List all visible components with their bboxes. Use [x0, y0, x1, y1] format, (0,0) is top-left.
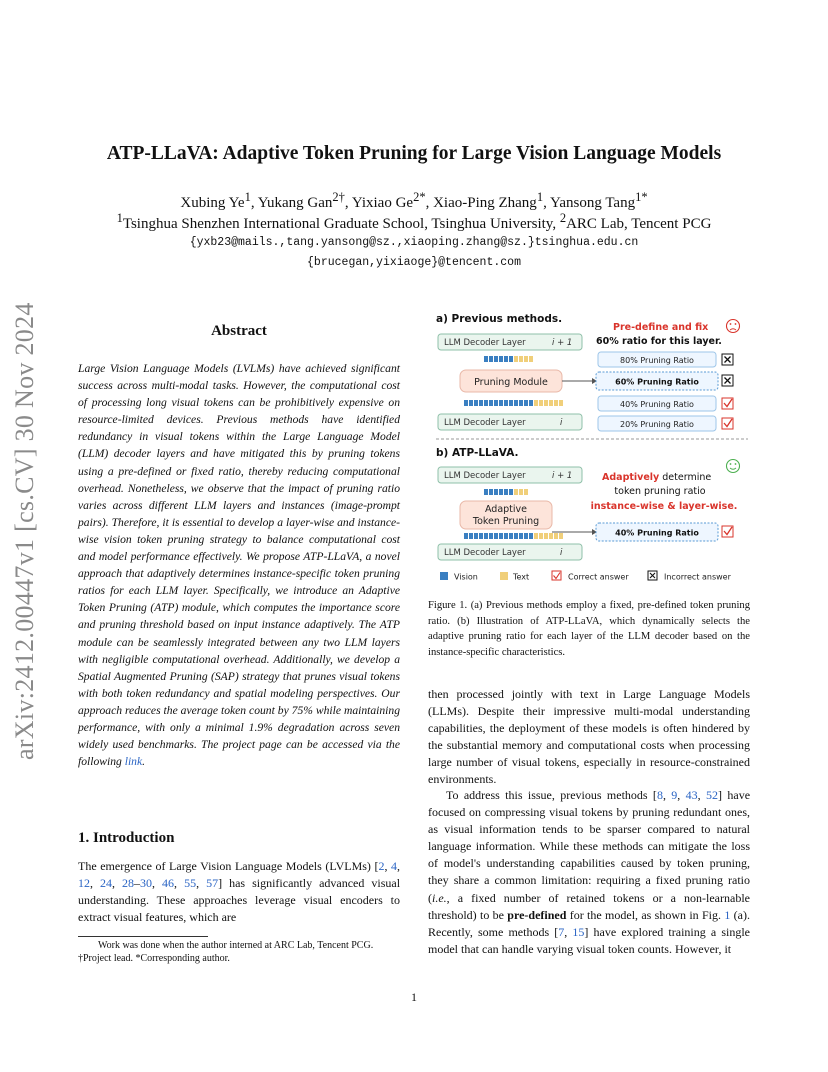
text-token: [514, 356, 518, 362]
author: Yixiao Ge: [351, 195, 414, 211]
adaptive-text: instance-wise & layer-wise.: [590, 501, 738, 512]
body-text: ] have explored training a single model that can handle varying visual token counts. However, it: [428, 924, 751, 956]
affil-sup: 1: [116, 211, 123, 225]
vision-token: [509, 489, 513, 495]
citation-link[interactable]: 43: [685, 788, 698, 802]
section-heading: 1. Introduction: [78, 830, 175, 846]
author: Xiao-Ping Zhang: [433, 195, 537, 211]
body-text: ] have focused on compressing visual tokens by pruning redundant ones, as visual information tends to be sparser compared to natural language information. While these methods can mitigate the loss of model's understanding capabilities caused by token pruning, they share a common limitation: requiring a fixed pruning ratio (: [428, 788, 751, 905]
correct-icon: [722, 526, 733, 537]
vision-token: [504, 400, 508, 406]
vision-token: [484, 533, 488, 539]
project-link[interactable]: link: [124, 755, 143, 769]
paper-title: ATP-LLaVA: Adaptive Token Pruning for Large Vision Language Models: [106, 143, 722, 164]
abstract-body-text: Large Vision Language Models (LVLMs) have achieved significant success across multi-modal tasks. However, the computational cost of processing long visual tokens can be prohibitively expensive on resource-limited devices. Previous methods have identified redundancy in visual tokens within the Large Language Model (LLM) decoder layers and have mitigated this by pruning tokens using a pre-defined or fixed ratio, thereby reducing computational overhead. Nonetheless, we observe that the impact of pruning ratio varies across different LLM layers and instances (image-prompt pairs). Therefore, it is essential to develop a layer-wise and instance-wise vision token pruning strategy to balance computational cost and model performance effectively. We propose ATP-LLaVA, a novel approach that adaptively determines instance-specific token pruning ratios for each LLM layer. Specifically, we introduce an Adaptive Token Pruning (ATP) module, which computes the importance score and pruning threshold based on input instance adaptively. The ATP module can be seamlessly integrated between any two LLM layers with negligible computational overhead. Additionally, we develop a Spatial Augmented Pruning (SAP) strategy that prunes visual tokens with both token redundancy and spatial modeling perspectives. Our approach reduces the average token count by 75% while maintaining performance, with only a minimal 1.9% degradation across seven widely used benchmarks. The project page can be accessed via the following: [78, 362, 400, 769]
intro-text: The emergence of Large Vision Language Models (LVLMs) [: [78, 859, 379, 873]
predefine-text: Pre-define and fix: [613, 322, 709, 333]
vision-token: [529, 400, 533, 406]
vision-token: [489, 356, 493, 362]
legend-vision-swatch: [440, 572, 448, 580]
affil-text: ARC Lab, Tencent PCG: [566, 216, 712, 232]
adaptive-module-label: Token Pruning: [472, 516, 540, 527]
ratio-label: 20% Pruning Ratio: [620, 420, 694, 429]
citation-link[interactable]: 57: [206, 876, 219, 891]
vision-token: [479, 400, 483, 406]
happy-face-icon: [727, 460, 740, 473]
citation-link[interactable]: 4: [391, 859, 397, 873]
legend-label: Correct answer: [568, 572, 629, 582]
figure-1-diagram: [434, 308, 750, 590]
decoder-layer-label: LLM Decoder Layer: [444, 548, 526, 558]
layer-index: i: [560, 418, 563, 428]
body-paragraph: To address this issue, previous methods [8, 9, 43, 52] have focused on compressing visual tokens by pruning redundant ones, as visual information tends to be sparser compared to natural language information. While these methods can mitigate the loss of model's understanding capabilities caused by token pruning, they share a common limitation: requiring a fixed pruning ratio (i.e., a fixed number of retained tokens or a non-learnable threshold) to be pre-defined for the model, as shown in Fig. 1 (a). Recently, some methods [7, 15] have explored training a single model that can handle varying visual token counts. However, it: [428, 788, 751, 956]
vision-token: [504, 533, 508, 539]
token-row: [464, 400, 563, 406]
affiliations: [0, 211, 828, 233]
pruning-module-label: Pruning Module: [474, 377, 548, 388]
author-sup: 1: [244, 190, 251, 204]
figure-1: [434, 308, 750, 590]
citation-link[interactable]: 46: [162, 876, 175, 891]
decoder-layer-label: LLM Decoder Layer: [444, 338, 526, 348]
arxiv-identifier: arXiv:2412.00447v1 [cs.CV] 30 Nov 2024: [10, 302, 39, 760]
text-token: [529, 356, 533, 362]
vision-token: [489, 533, 493, 539]
body-text: , a fixed number of retained tokens or a non-learnable threshold) to be: [428, 890, 750, 922]
vision-token: [514, 400, 518, 406]
citation-link[interactable]: 52: [706, 788, 719, 802]
vision-token: [484, 489, 488, 495]
correct-icon: [552, 571, 561, 580]
vision-token: [524, 400, 528, 406]
text-token: [559, 533, 563, 539]
vision-token: [524, 533, 528, 539]
correct-icon: [722, 398, 733, 409]
adaptive-module-label: Adaptive: [484, 504, 528, 515]
body-text-italic: i.e.: [432, 890, 447, 905]
author: Yansong Tang: [550, 195, 636, 211]
body-text: To address this issue, previous methods [: [446, 788, 657, 802]
citation-link[interactable]: 24: [100, 876, 113, 891]
vision-token: [474, 400, 478, 406]
citation-link[interactable]: 8: [656, 788, 663, 802]
author-sup: 2*: [413, 190, 426, 204]
footnote: †Project lead. *Corresponding author.: [78, 953, 230, 964]
vision-token: [509, 356, 513, 362]
vision-token: [489, 400, 493, 406]
affil-sup: 2: [559, 211, 567, 225]
author-sup: 1: [536, 190, 544, 204]
citation-link[interactable]: 7: [558, 924, 565, 939]
body-paragraph: then processed jointly with text in Large Language Models (LLMs). Despite their impressive multi-modal understanding capabilities, the deployment of these models is often hindered by the substantial memory and computational costs when processing large number of visual tokens, especially in resource-constrained environments.: [428, 687, 750, 787]
author-sup: 1*: [635, 190, 648, 204]
vision-token: [484, 400, 488, 406]
vision-token: [464, 400, 468, 406]
predefine-text: 60% ratio for this layer.: [596, 336, 722, 347]
text-token: [539, 400, 543, 406]
legend-label: Vision: [454, 572, 478, 582]
figure-caption: Figure 1. (a) Previous methods employ a fixed, pre-defined token pruning ratio. (b) Illustration of ATP-LLaVA, which dynamically selects the adaptive pruning ratio for each layer of the LLM decoder based on the instance-specific characteristics.: [428, 600, 750, 658]
page-number: 1: [411, 990, 417, 1004]
text-token: [544, 400, 548, 406]
token-row: [484, 489, 528, 495]
legend-label: Text: [513, 572, 530, 582]
token-row: [484, 356, 533, 362]
text-token: [534, 533, 538, 539]
text-token: [544, 533, 548, 539]
section-a-label: a) Previous methods.: [436, 313, 563, 325]
incorrect-icon: [648, 571, 657, 580]
text-token: [519, 489, 523, 495]
vision-token: [509, 400, 513, 406]
text-token: [554, 533, 558, 539]
legend-label: Incorrect answer: [664, 572, 731, 582]
adaptive-text: [602, 472, 711, 483]
token-row: [464, 533, 563, 539]
incorrect-icon: [722, 375, 733, 386]
decoder-layer-label: LLM Decoder Layer: [444, 471, 526, 481]
text-token: [559, 400, 563, 406]
decoder-layer-label: LLM Decoder Layer: [444, 418, 526, 428]
vision-token: [519, 533, 523, 539]
vision-token: [499, 356, 503, 362]
body-text: (a). Recently, some methods [: [428, 907, 750, 939]
correct-icon: [722, 418, 733, 429]
intro-text: ] has significantly advanced visual understanding. These approaches leverage visual encoders to extract visual features, which are: [78, 876, 401, 925]
vision-token: [519, 400, 523, 406]
figure-ref-link[interactable]: 1: [724, 907, 731, 922]
author-sup: 2†: [332, 190, 345, 204]
affil-text: Tsinghua Shenzhen International Graduate School, Tsinghua University,: [122, 216, 560, 232]
author-list: Xubing Ye$^1$, Yukang Gan$^{2\dagger}$, Yixiao $Ge^{2*}$, Xiao-Ping Zhang$^1$, Yansong Tang$^{1*}$: [180, 190, 648, 211]
text-token: [524, 489, 528, 495]
vision-token: [514, 533, 518, 539]
vision-token: [464, 533, 468, 539]
citation-link[interactable]: 12: [78, 876, 90, 891]
text-token: [519, 356, 523, 362]
ratio-label: 40% Pruning Ratio: [620, 400, 694, 409]
text-token: [549, 400, 553, 406]
footnote: Work was done when the author interned at ARC Lab, Tencent PCG.: [98, 940, 374, 951]
vision-token: [499, 400, 503, 406]
section-b-label: b) ATP-LLaVA.: [436, 447, 519, 459]
incorrect-icon: [722, 354, 733, 365]
adaptive-text: token pruning ratio: [614, 486, 706, 497]
vision-token: [484, 356, 488, 362]
vision-token: [469, 533, 473, 539]
email-line: {yxb23@mails.,tang.yansong@sz.,xiaoping.zhang@sz.}tsinghua.edu.cn: [189, 236, 639, 249]
text-token: [514, 489, 518, 495]
citation-link[interactable]: 55: [184, 876, 197, 891]
citation-link[interactable]: 15: [572, 924, 585, 939]
legend-text-swatch: [500, 572, 508, 580]
ratio-label: 80% Pruning Ratio: [620, 356, 694, 365]
vision-token: [504, 356, 508, 362]
vision-token: [529, 533, 533, 539]
text-token: [534, 400, 538, 406]
layer-index: i + 1: [552, 338, 573, 348]
vision-token: [509, 533, 513, 539]
ratio-label: 60% Pruning Ratio: [615, 377, 699, 387]
text-token: [539, 533, 543, 539]
author: Xubing Ye: [180, 195, 245, 211]
abstract-heading: Abstract: [211, 323, 267, 339]
sad-face-icon: [727, 320, 740, 333]
author: Yukang Gan: [257, 195, 333, 211]
adaptive-word: Adaptively: [602, 472, 660, 483]
citation-link[interactable]: 2: [378, 859, 385, 873]
layer-index: i: [560, 548, 563, 558]
vision-token: [499, 489, 503, 495]
layer-index: i + 1: [552, 471, 573, 481]
abstract-end: .: [142, 755, 146, 769]
adaptive-rest: determine: [659, 472, 712, 483]
vision-token: [469, 400, 473, 406]
email-line: {brucegan,yixiaoge}@tencent.com: [307, 256, 521, 269]
vision-token: [474, 533, 478, 539]
vision-token: [494, 533, 498, 539]
ratio-label: 40% Pruning Ratio: [615, 528, 699, 538]
abstract-text: [78, 360, 400, 770]
intro-paragraph: The emergence of Large Vision Language Models (LVLMs) [2, 4, 12, 24, 28–30, 46, 55, 57] has significantly advanced visual understanding. These approaches leverage visual encoders to extract visual features, which are: [78, 859, 401, 925]
citation-link[interactable]: 30: [140, 876, 153, 891]
vision-token: [504, 489, 508, 495]
vision-token: [494, 489, 498, 495]
citation-link[interactable]: 28: [122, 876, 135, 891]
vision-token: [489, 489, 493, 495]
vision-token: [494, 356, 498, 362]
text-token: [554, 400, 558, 406]
footnote-rule: [78, 936, 208, 937]
vision-token: [479, 533, 483, 539]
vision-token: [499, 533, 503, 539]
body-text-bold: pre-defined: [507, 907, 567, 922]
text-token: [524, 356, 528, 362]
body-text: for the model, as shown in Fig.: [566, 907, 725, 922]
text-token: [549, 533, 553, 539]
citation-link[interactable]: 9: [671, 788, 678, 802]
vision-token: [494, 400, 498, 406]
